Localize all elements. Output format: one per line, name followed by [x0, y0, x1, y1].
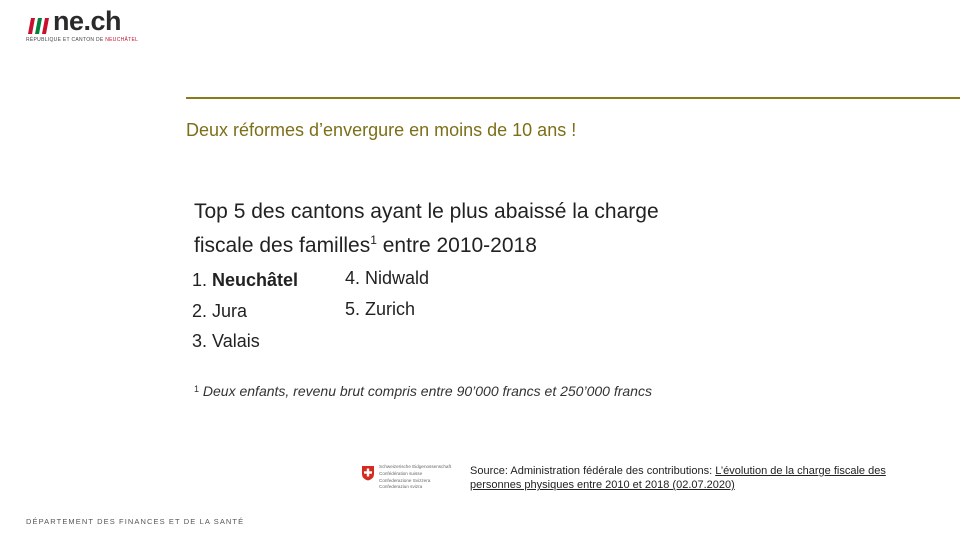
footnote-text: Deux enfants, revenu brut compris entre 90’000 francs et 250’000 francs	[199, 383, 652, 399]
rank-number: 5.	[345, 299, 361, 319]
source-note	[470, 464, 940, 492]
confederation-name-de: Schweizerische Eidgenossenschaft	[379, 464, 452, 469]
logo-tagline	[26, 37, 138, 43]
canton-name: Valais	[212, 331, 260, 351]
confederation-name-fr: Confédération suisse	[379, 470, 423, 476]
rank-number: 1.	[192, 270, 208, 290]
department-footer: DÉPARTEMENT DES FINANCES ET DE LA SANTÉ	[26, 517, 245, 526]
subtitle	[194, 198, 659, 260]
footnote	[194, 383, 652, 399]
logo-text: ne.ch	[53, 6, 122, 36]
canton-name: Zurich	[365, 299, 416, 319]
canton-name: Jura	[212, 301, 248, 321]
rank-number: 2.	[192, 301, 208, 321]
subtitle-line-1: Top 5 des cantons ayant le plus abaissé la charge	[194, 200, 659, 223]
slide-title: Deux réformes d’envergure en moins de 10 ans !	[186, 120, 577, 140]
list-item	[192, 331, 260, 352]
swiss-cross-icon	[361, 465, 375, 481]
title-rule	[186, 97, 960, 99]
subtitle-line-2-start: fiscale des familles	[194, 234, 371, 257]
footnote-reference: 1	[370, 233, 377, 247]
canton-name: Neuchâtel	[212, 270, 299, 290]
list-item	[192, 270, 298, 291]
source-link[interactable]: L’évolution de la charge fiscale des personnes physiques entre 2010 et 2018 (02.07.2020)	[470, 465, 886, 491]
source-prefix: Source: Administration fédérale des contributions:	[470, 465, 716, 477]
confederation-name-rm: Confederaziun svizra	[379, 484, 423, 490]
swiss-confederation-logo	[361, 464, 461, 496]
canton-name: Nidwald	[365, 268, 430, 288]
logo-tagline-highlight: NEUCHÂTEL	[105, 37, 139, 43]
confederation-name-it: Confederazione Svizzera	[379, 477, 431, 483]
list-item	[192, 301, 247, 322]
logo-tagline-prefix: RÉPUBLIQUE ET CANTON DE	[26, 37, 106, 43]
ne-ch-logo[interactable]	[26, 6, 139, 45]
footnote-marker: 1	[194, 384, 200, 394]
list-item	[345, 299, 415, 320]
confederation-names	[379, 464, 451, 491]
rank-number: 4.	[345, 268, 361, 288]
rank-number: 3.	[192, 331, 208, 351]
list-item	[345, 268, 429, 289]
subtitle-line-2-end: entre 2010-2018	[376, 234, 537, 257]
canton-logo-mark-icon	[26, 14, 52, 34]
subtitle-line-2	[194, 226, 659, 260]
